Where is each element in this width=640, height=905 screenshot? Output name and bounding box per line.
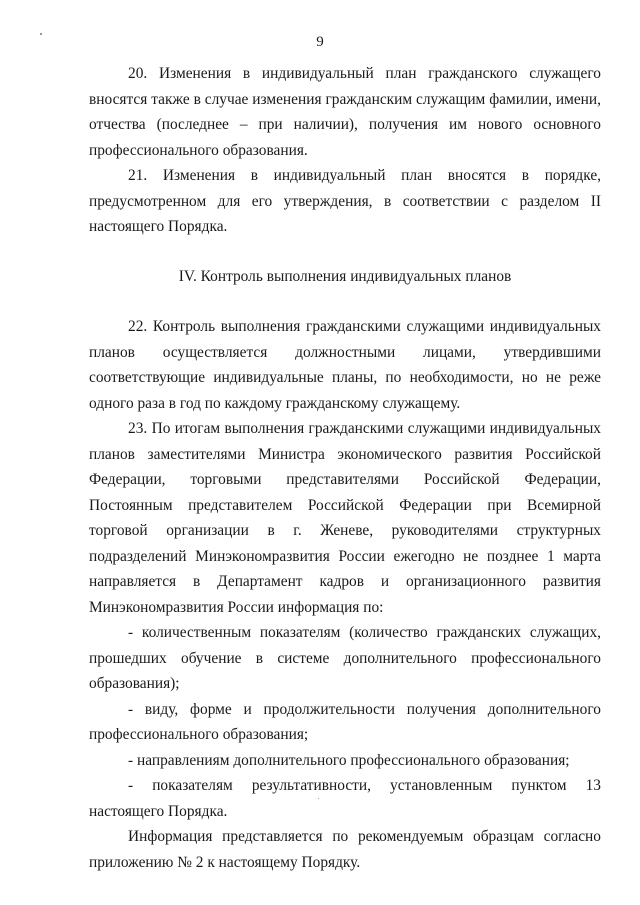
- list-item-form: - виду, форме и продолжительности получения дополнительного профессионального образования;: [89, 700, 601, 743]
- scan-speck: [40, 33, 42, 35]
- paragraph-22: 22. Контроль выполнения гражданскими служащими индивидуальных планов осуществляется должностными лицами, утвердившими соответствующие индивидуальные планы, по необходимости, но не реже одного раза в год по каждому гражданскому служащему.: [89, 318, 601, 412]
- list-item-quantitative: - количественным показателям (количество гражданских служащих, прошедших обучение в системе дополнительного профессионального образования);: [89, 624, 601, 692]
- page-number: 9: [316, 34, 324, 50]
- list-item-performance: - показателям результативности, установленным пунктом 13 настоящего Порядка.: [89, 777, 601, 820]
- section-heading: IV. Контроль выполнения индивидуальных планов: [178, 267, 512, 285]
- closing-paragraph: Информация представляется по рекомендуемым образцам согласно приложению № 2 к настоящему Порядку.: [89, 828, 601, 871]
- scan-speck: [318, 798, 319, 799]
- list-item-directions: - направлениям дополнительного профессионального образования;: [128, 751, 570, 769]
- document-body: [89, 61, 601, 875]
- paragraph-23: 23. По итогам выполнения гражданскими служащими индивидуальных планов заместителями Министра экономического развития Российской Федерации, торговыми представителями Российской Федерации, Постоянным представителем Российской Федерации при Всемирной торговой организации в г. Женеве, руководителями структурных подразделений Минэкономразвития России ежегодно не позднее 1 марта направляется в Департамент кадров и организационного развития Минэкономразвития России информация по:: [89, 420, 601, 616]
- paragraph-20: 20. Изменения в индивидуальный план гражданского служащего вносятся также в случае изменения гражданским служащим фамилии, имени, отчества (последнее – при наличии), получения им нового основного профессионального образования.: [89, 65, 601, 159]
- paragraph-21: 21. Изменения в индивидуальный план вносятся в порядке, предусмотренном для его утверждения, в соответствии с разделом II настоящего Порядка.: [89, 167, 601, 235]
